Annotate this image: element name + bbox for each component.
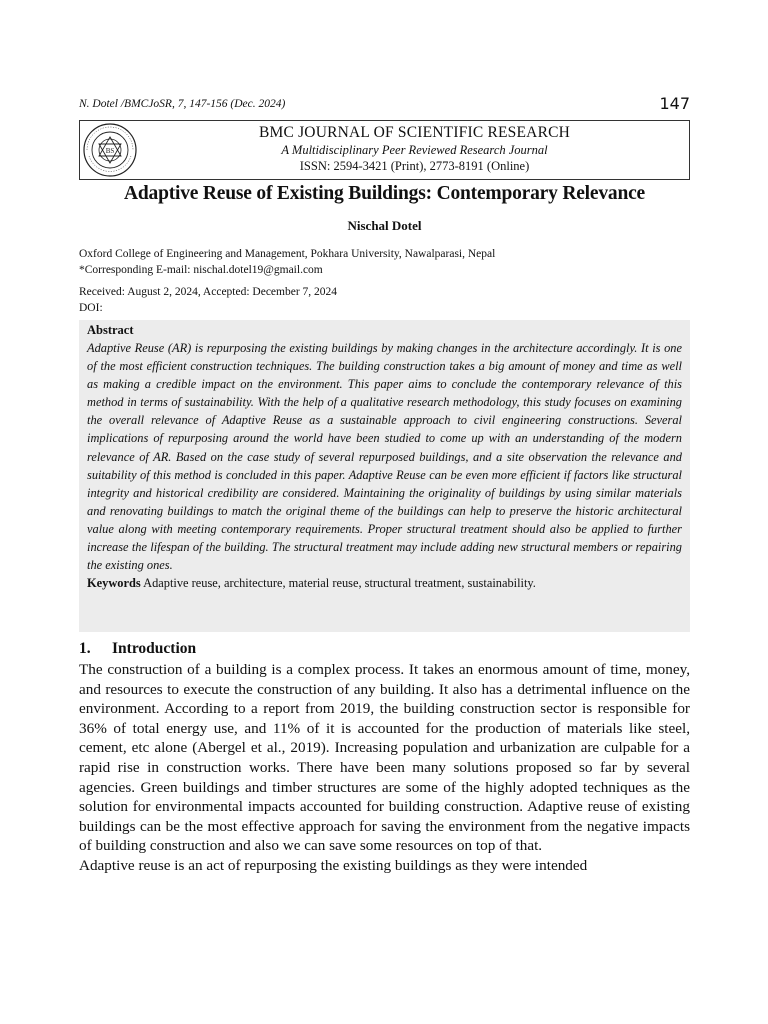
body-paragraph: The construction of a building is a complex process. It takes an enormous amount of time, money, and resources to execute the construction of any building. It also has a detrimental influence on the environment. According to a report from 2019, the building construction sector is responsible for 36% of total energy use, and 11% of it is accounted for the production of materials like steel, cement, etc alone (Abergel et al., 2019). Increasing population and urbanization are culpable for a rapid rise in construction works. There have been many solutions proposed so far by several agencies. Green buildings and timber structures are some of the highly adopted techniques as the solution for environmental impacts accounted for building construction. Adaptive reuse of existing buildings can be the most effective approach for saving the environment from the negative impacts of building construction and also we can save some resources on top of that.: [79, 661, 690, 855]
abstract-heading: Abstract: [87, 323, 134, 337]
section-heading-introduction: [79, 640, 196, 658]
received-accepted-dates: Received: August 2, 2024, Accepted: December 7, 2024: [79, 286, 338, 298]
section-number: 1.: [79, 640, 91, 657]
corresponding-email: *Corresponding E-mail: nischal.dotel19@gmail.com: [79, 264, 323, 276]
masthead-text: [140, 124, 689, 174]
journal-subtitle: A Multidisciplinary Peer Reviewed Research Journal: [281, 143, 548, 157]
running-head: [79, 96, 690, 116]
citation-line: N. Dotel /BMCJoSR, 7, 147-156 (Dec. 2024): [79, 98, 286, 110]
journal-name: BMC JOURNAL OF SCIENTIFIC RESEARCH: [258, 124, 571, 141]
journal-masthead: [79, 120, 690, 180]
author-name: Nischal Dotel: [347, 218, 422, 233]
affiliation-block: [79, 246, 495, 278]
body-paragraph: Adaptive reuse is an act of repurposing the existing buildings as they were intended: [79, 856, 588, 874]
affiliation: Oxford College of Engineering and Management, Pokhara University, Nawalparasi, Nepal: [79, 248, 496, 260]
section-title: Introduction: [112, 640, 197, 657]
keywords-list: Adaptive reuse, architecture, material reuse, structural treatment, sustainability.: [143, 576, 536, 591]
doi-line: DOI:: [79, 302, 103, 314]
abstract-text: Adaptive Reuse (AR) is repurposing the existing buildings by making changes in the architecture accordingly. It is one of the most efficient construction techniques. The building construction takes a big amount of money and time as well as making a credible impact on the environment. This paper aims to conclude the contemporary relevance of this method in terms of sustainability. With the help of a qualitative research methodology, this study focuses on examining the overall relevance of Adaptive Reuse as a sustainable approach to civil engineering constructions. Several implications of repurposing around the world have been studied to come up with an understanding of the modern relevance of AR. Based on the case study of several repurposed buildings, and a site observation the relevance and suitability of this method is concluded in this paper. Adaptive Reuse can be even more efficient if factors like structural integrity and historical credibility are considered. Maintaining the originality of buildings by using similar materials and renovating buildings to match the original theme of the buildings can help to preserve the historic architectural value along with meeting contemporary requirements. Proper structural treatment should also be applied to further increase the lifespan of the building. The structural treatment may include adding new structural members or repairing the existing ones.: [87, 341, 682, 573]
paper-title: Adaptive Reuse of Existing Buildings: Contemporary Relevance: [124, 183, 645, 204]
page-number: 147: [659, 94, 690, 113]
keywords-line: [87, 574, 682, 592]
svg-text:BS: BS: [105, 147, 115, 155]
keywords-label: Keywords: [87, 576, 141, 591]
introduction-body: [79, 660, 690, 876]
abstract-box: [79, 320, 690, 632]
journal-seal-logo: [81, 122, 139, 178]
journal-issn: ISSN: 2594-3421 (Print), 2773-8191 (Online): [299, 159, 530, 173]
dates-block: [79, 284, 337, 316]
